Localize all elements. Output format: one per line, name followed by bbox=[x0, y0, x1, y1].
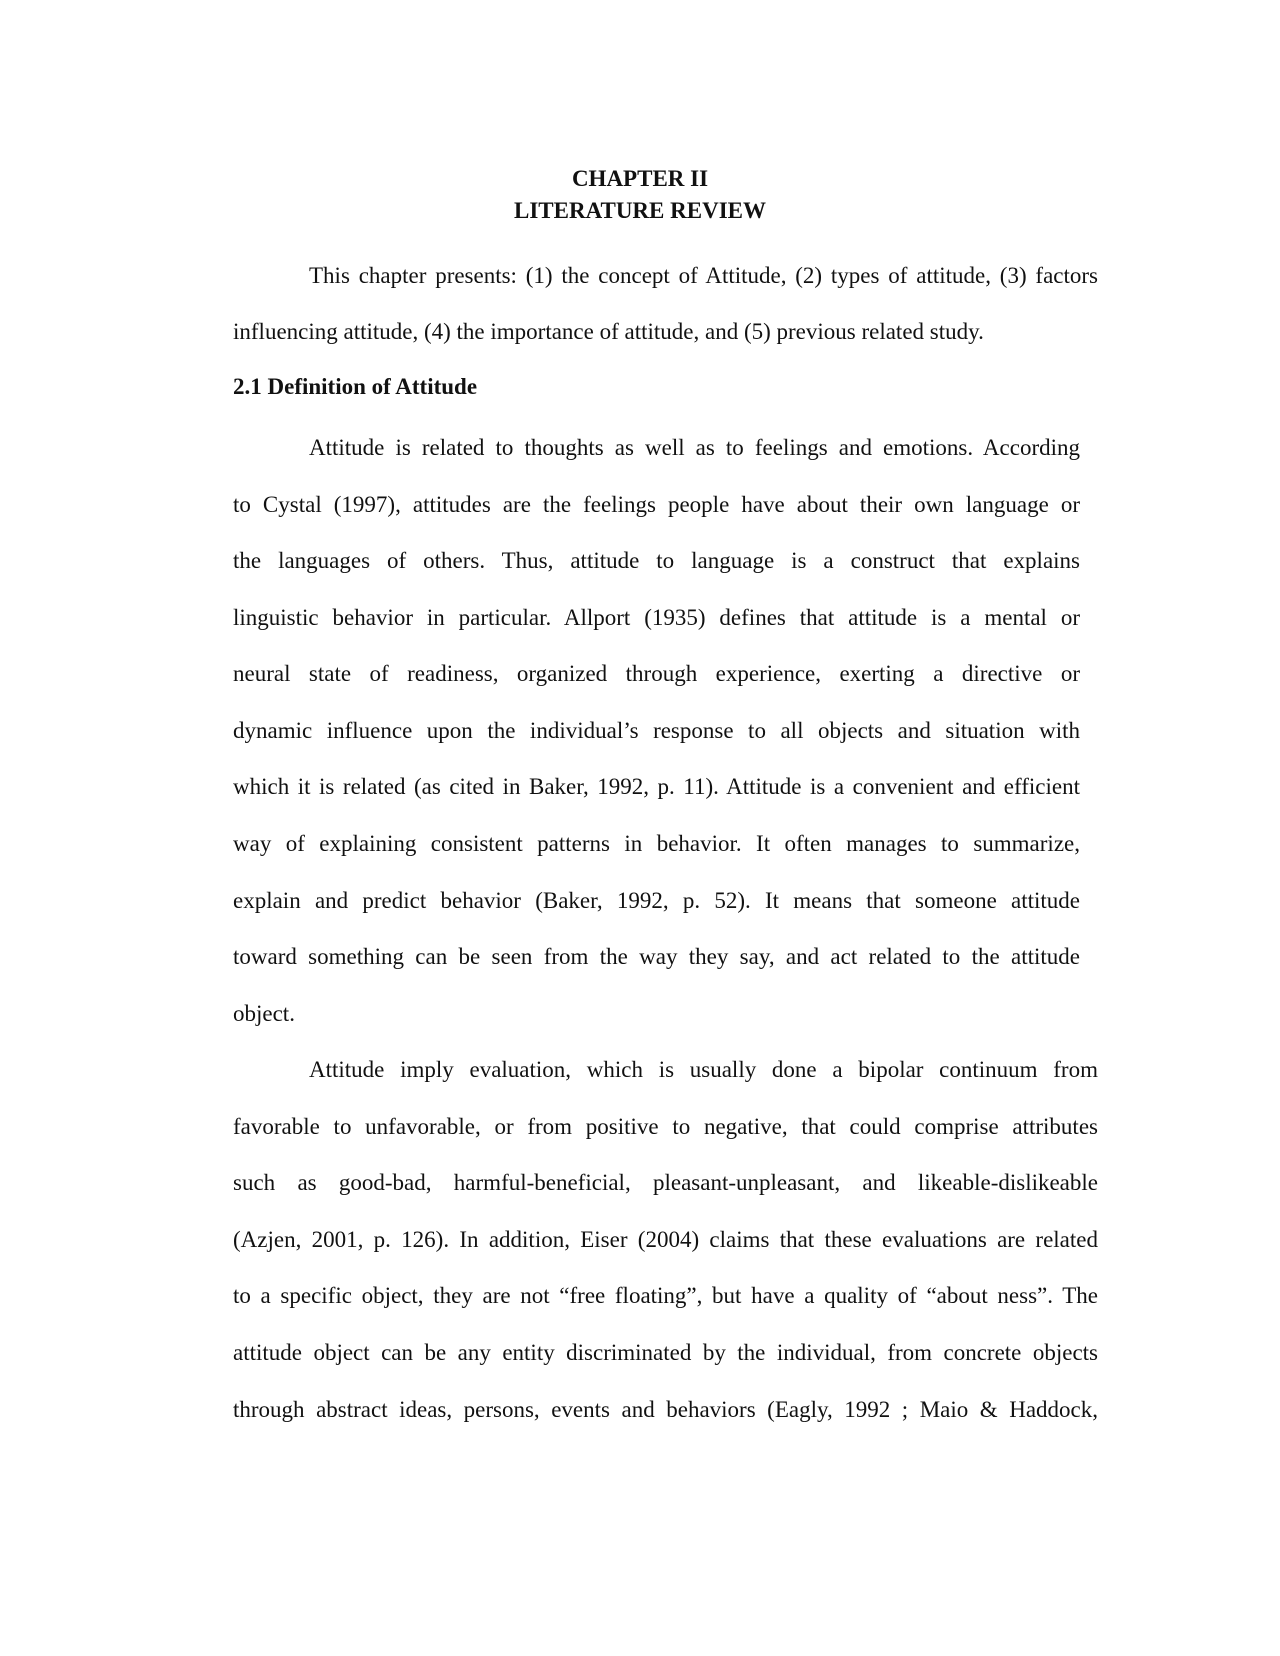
paragraph-line: attitude object can be any entity discriminated by the individual, from concrete objects bbox=[233, 1340, 1098, 1365]
paragraph-line: through abstract ideas, persons, events and behaviors (Eagly, 1992 ; Maio & Haddock, bbox=[233, 1397, 1098, 1422]
paragraph-line: the languages of others. Thus, attitude to language is a construct that explains bbox=[233, 548, 1080, 573]
chapter-number: CHAPTER II bbox=[571, 166, 709, 191]
paragraph-line: favorable to unfavorable, or from positive to negative, that could comprise attributes bbox=[233, 1114, 1098, 1139]
paragraph-line: neural state of readiness, organized through experience, exerting a directive or bbox=[233, 661, 1080, 686]
paragraph-line: which it is related (as cited in Baker, 1992, p. 11). Attitude is a convenient and efficient bbox=[233, 774, 1080, 799]
paragraph-line: such as good-bad, harmful-beneficial, pleasant-unpleasant, and likeable-dislikeable bbox=[233, 1170, 1098, 1195]
section-heading: 2.1 Definition of Attitude bbox=[233, 374, 478, 399]
paragraph-line: to Cystal (1997), attitudes are the feelings people have about their own language or bbox=[233, 492, 1080, 517]
paragraph-line: explain and predict behavior (Baker, 1992, p. 52). It means that someone attitude bbox=[233, 888, 1080, 913]
paragraph-line: dynamic influence upon the individual’s response to all objects and situation with bbox=[233, 718, 1080, 743]
paragraph-line: linguistic behavior in particular. Allport (1935) defines that attitude is a mental or bbox=[233, 605, 1080, 630]
paragraph-line: Attitude imply evaluation, which is usually done a bipolar continuum from bbox=[309, 1057, 1098, 1082]
paragraph-line: (Azjen, 2001, p. 126). In addition, Eiser (2004) claims that these evaluations are related bbox=[233, 1227, 1098, 1252]
paragraph-line: way of explaining consistent patterns in behavior. It often manages to summarize, bbox=[233, 831, 1080, 856]
paragraph-line: to a specific object, they are not “free floating”, but have a quality of “about ness”. The bbox=[233, 1283, 1098, 1308]
intro-line: influencing attitude, (4) the importance of attitude, and (5) previous related study. bbox=[233, 319, 984, 344]
paragraph-line: toward something can be seen from the way they say, and act related to the attitude bbox=[233, 944, 1080, 969]
chapter-title: LITERATURE REVIEW bbox=[514, 198, 766, 223]
paragraph-line: Attitude is related to thoughts as well as to feelings and emotions. According bbox=[309, 435, 1080, 460]
paragraph-line: object. bbox=[233, 1001, 295, 1026]
intro-line: This chapter presents: (1) the concept of Attitude, (2) types of attitude, (3) factors bbox=[309, 263, 1098, 288]
